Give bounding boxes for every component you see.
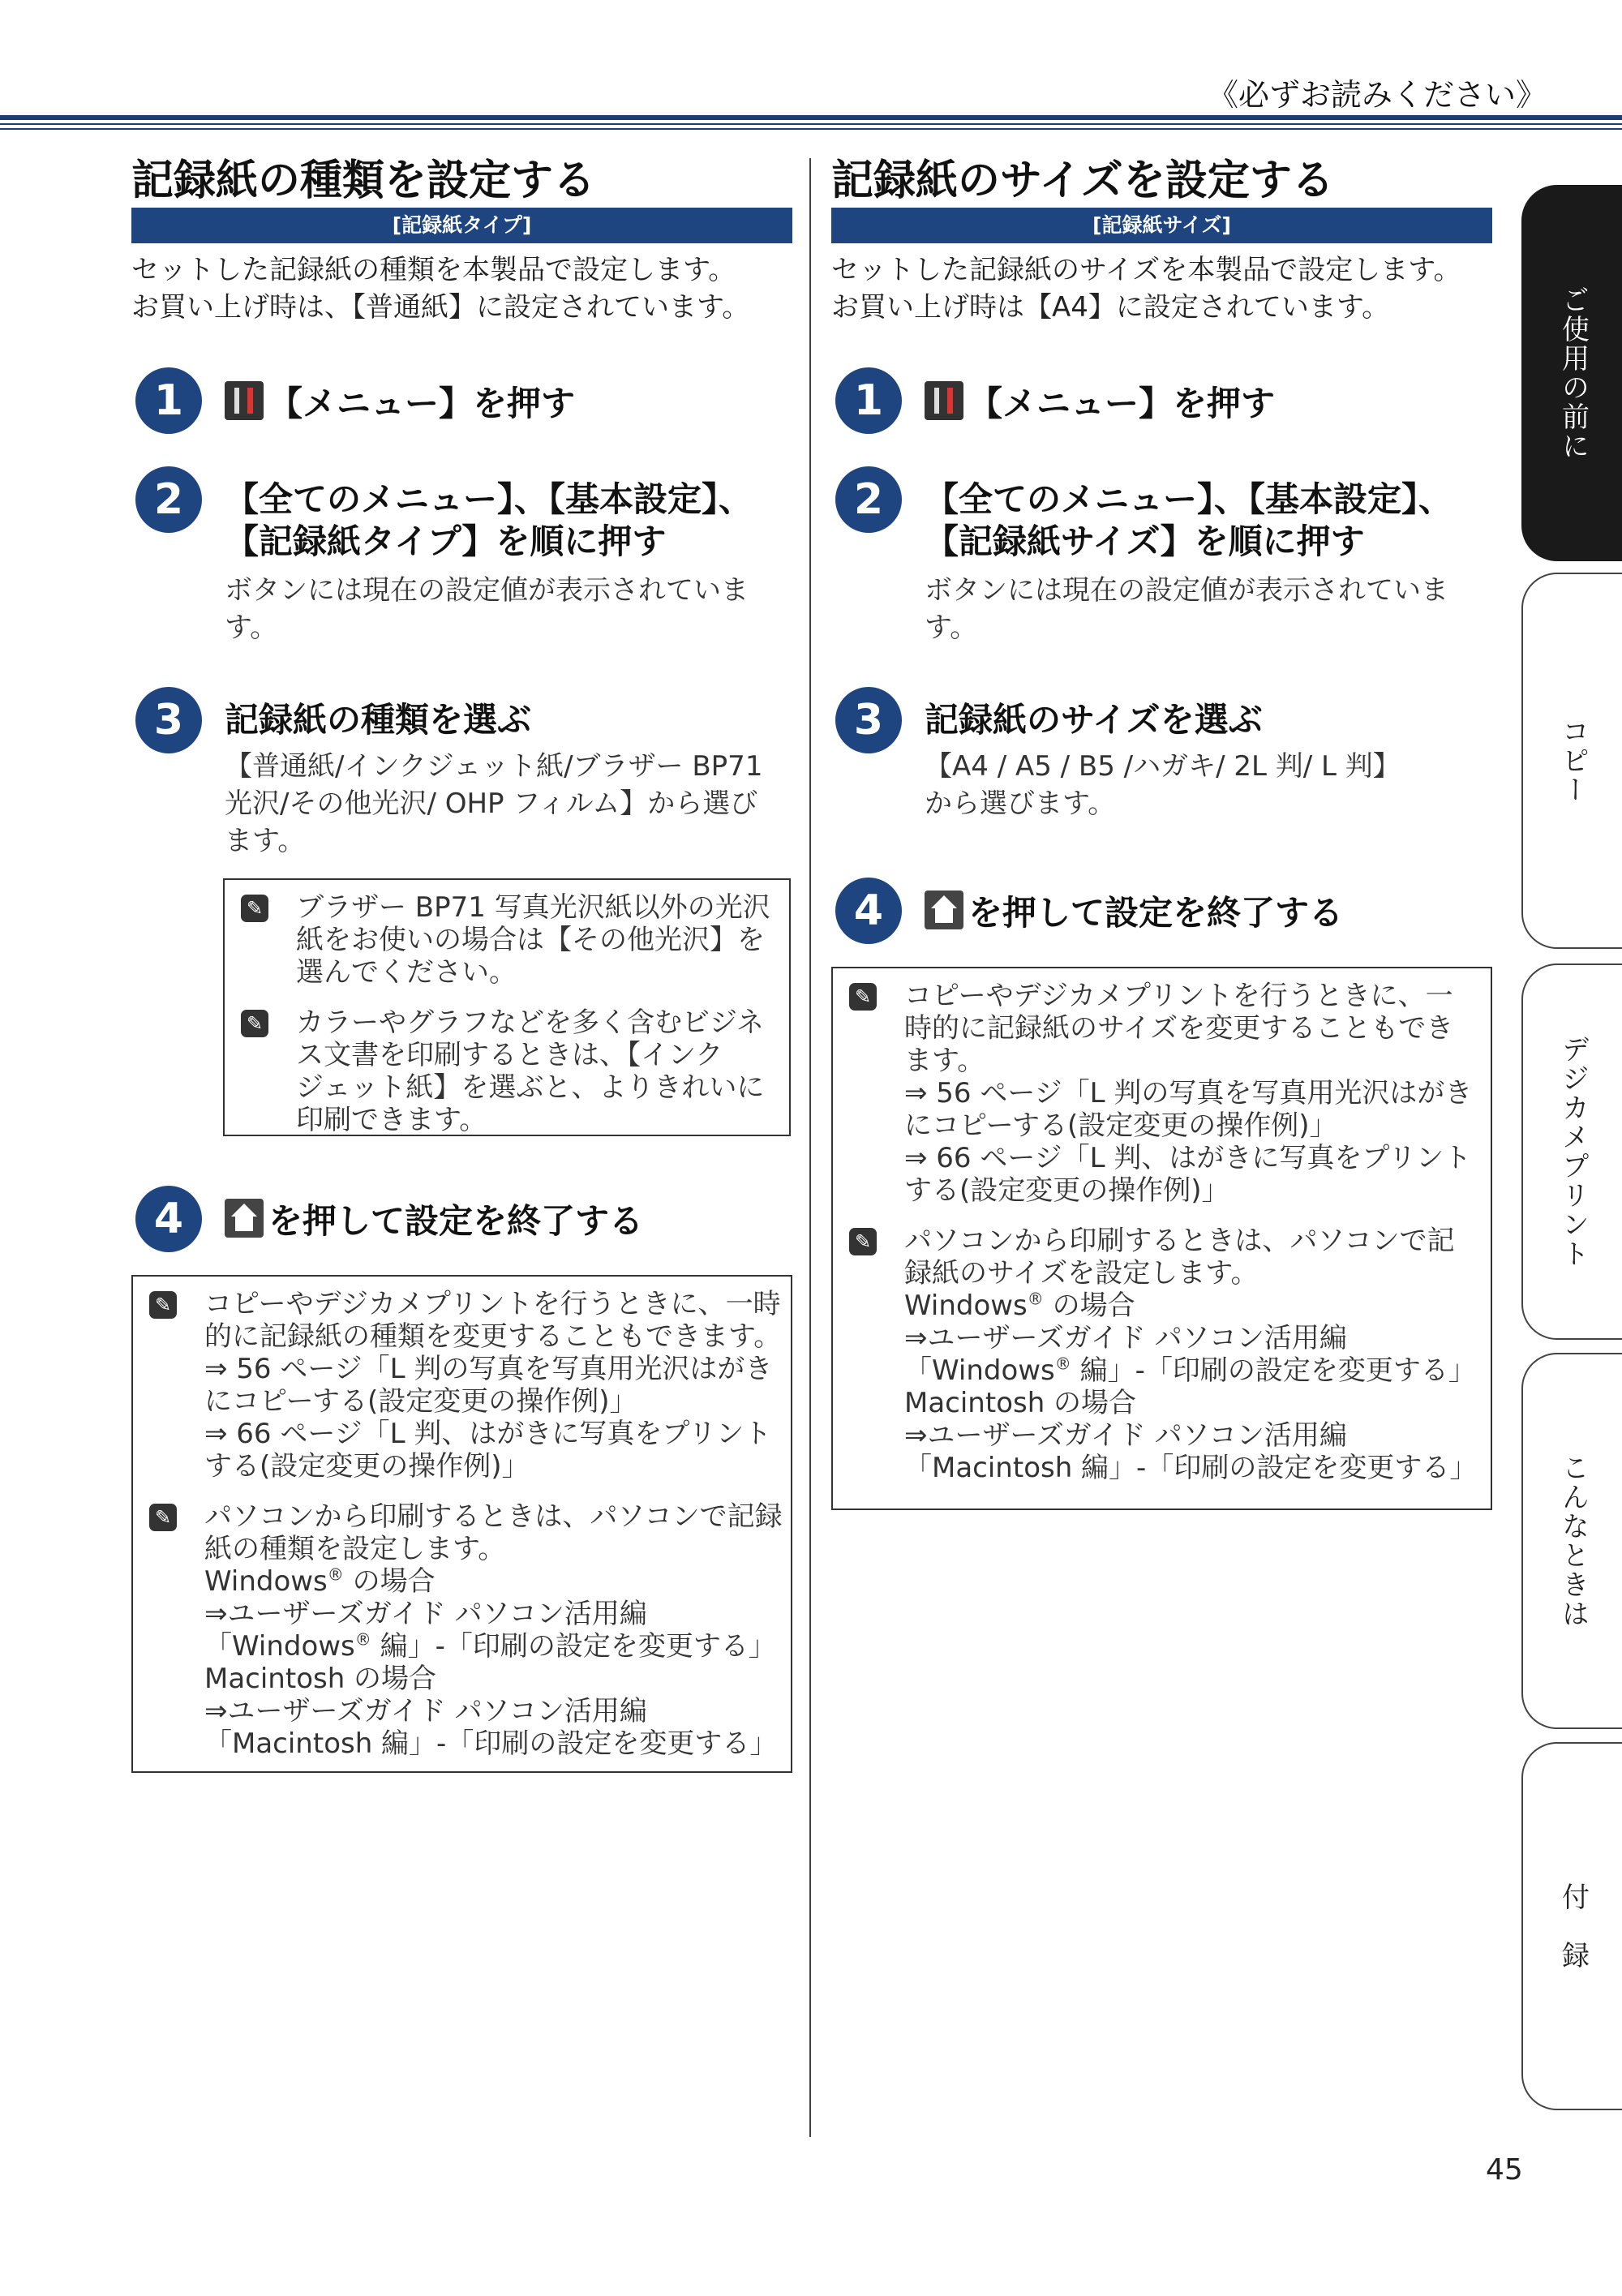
note-box <box>223 878 791 1136</box>
step-body <box>925 572 1492 646</box>
section-subtitle: [記録紙サイズ] <box>831 208 1492 243</box>
step-heading-line: 【全てのメニュー】、【基本設定】、 <box>225 479 753 519</box>
note-item <box>133 1288 791 1483</box>
note-line: ⇒ 66 ページ「L 判、はがきに写真をプリント <box>204 1418 772 1450</box>
section-intro <box>831 251 1461 326</box>
header-rule-thin <box>0 123 1622 125</box>
note-line: Macintosh の場合 <box>904 1387 1137 1419</box>
intro-line: お買い上げ時は、【普通紙】に設定されています。 <box>131 291 750 324</box>
step-number: 2 <box>835 466 902 533</box>
step-body-line: から選びます。 <box>925 788 1116 820</box>
header-rule-thin-2 <box>0 128 1622 130</box>
menu-icon <box>225 381 264 420</box>
registered-mark: ® <box>1027 1289 1044 1309</box>
note-line: ス文書を印刷するときは、【インク <box>296 1039 723 1071</box>
step-heading <box>225 479 753 563</box>
tab-photo-print[interactable] <box>1521 963 1622 1340</box>
intro-line: セットした記録紙のサイズを本製品で設定します。 <box>831 254 1461 286</box>
windows-ref-rest: 編」-「印刷の設定を変更する」 <box>1071 1354 1476 1387</box>
note-line: する(設定変更の操作例)」 <box>904 1174 1229 1207</box>
note-line: 紙の種類を設定します。 <box>204 1533 506 1565</box>
tab-label: 付 録 <box>1556 1882 1590 1970</box>
note-line: 「Macintosh 編」-「印刷の設定を変更する」 <box>904 1452 1478 1484</box>
step-body-line: 【A4 / A5 / B5 /ハガキ/ 2L 判/ L 判】 <box>925 750 1401 783</box>
note-line: 「Macintosh 編」-「印刷の設定を変更する」 <box>204 1727 778 1760</box>
step-body-line: 光沢/その他光沢/ OHP フィルム】から選び <box>225 788 758 820</box>
tab-copy[interactable] <box>1521 573 1622 949</box>
step-heading <box>925 479 1453 563</box>
step-heading-line: 【記録紙タイプ】を順に押す <box>225 521 667 561</box>
column-divider <box>809 158 811 2137</box>
tab-troubleshooting[interactable] <box>1521 1353 1622 1729</box>
step-heading-text: 【メニュー】を押す <box>968 384 1276 423</box>
section-intro <box>131 251 749 326</box>
note-item <box>225 891 789 989</box>
windows-suffix: の場合 <box>1043 1290 1135 1322</box>
step-heading <box>225 381 575 425</box>
note-line: する(設定変更の操作例)」 <box>204 1450 530 1483</box>
home-icon <box>225 1199 264 1238</box>
step-heading-text: 【メニュー】を押す <box>268 384 576 423</box>
note-line: カラーやグラフなどを多く含むビジネ <box>296 1006 764 1039</box>
note-line: ます。 <box>904 1045 985 1077</box>
registered-mark: ® <box>1054 1354 1071 1374</box>
memo-icon: ✎ <box>149 1504 177 1531</box>
step-body-line: ます。 <box>225 825 306 857</box>
note-item <box>225 1006 789 1136</box>
intro-line: セットした記録紙の種類を本製品で設定します。 <box>131 254 736 286</box>
tab-label: ご使用の前に <box>1556 285 1590 461</box>
step-number: 4 <box>835 878 902 944</box>
windows-ref: 「Windows <box>204 1630 355 1663</box>
note-box <box>131 1275 792 1773</box>
note-line: ⇒ 66 ページ「L 判、はがきに写真をプリント <box>904 1142 1472 1174</box>
note-item <box>133 1500 791 1760</box>
note-box <box>831 967 1492 1510</box>
section-subtitle: [記録紙タイプ] <box>131 208 792 243</box>
page-number: 45 <box>1486 2153 1523 2187</box>
tab-label: こんなときは <box>1556 1453 1590 1629</box>
windows-label: Windows <box>904 1290 1028 1322</box>
step-heading-text: を押して設定を終了する <box>968 893 1344 933</box>
registered-mark: ® <box>327 1564 344 1585</box>
step-number: 1 <box>135 367 202 434</box>
note-line: 時的に記録紙のサイズを変更することもでき <box>904 1012 1454 1045</box>
note-line <box>904 1290 1491 1322</box>
step-heading-text: を押して設定を終了する <box>268 1201 644 1241</box>
windows-label: Windows <box>204 1565 328 1598</box>
tab-label: コピー <box>1556 717 1590 805</box>
step-body-line: す。 <box>925 612 978 644</box>
note-line: ⇒ユーザーズガイド パソコン活用編 <box>904 1322 1347 1354</box>
section-title: 記録紙の種類を設定する <box>131 157 596 205</box>
step-heading: 記録紙のサイズを選ぶ <box>925 700 1263 740</box>
note-line: にコピーする(設定変更の操作例)」 <box>204 1385 637 1418</box>
note-line: ⇒ユーザーズガイド パソコン活用編 <box>904 1419 1347 1452</box>
note-line: にコピーする(設定変更の操作例)」 <box>904 1109 1337 1142</box>
memo-icon: ✎ <box>849 1228 877 1255</box>
step-body <box>225 748 792 860</box>
registered-mark: ® <box>354 1629 371 1650</box>
step-body-line: す。 <box>225 612 278 644</box>
step-heading <box>225 1199 643 1242</box>
note-item <box>833 980 1491 1207</box>
step-body-line: ボタンには現在の設定値が表示されていま <box>925 574 1448 607</box>
note-line: パソコンから印刷するときは、パソコンで記 <box>904 1225 1455 1257</box>
memo-icon: ✎ <box>849 983 877 1011</box>
note-line: パソコンから印刷するときは、パソコンで記録 <box>204 1500 783 1533</box>
windows-suffix: の場合 <box>343 1565 436 1598</box>
tab-label: デジカメプリント <box>1556 1035 1590 1268</box>
windows-ref-rest: 編」-「印刷の設定を変更する」 <box>371 1630 776 1663</box>
note-line: ⇒ユーザーズガイド パソコン活用編 <box>204 1598 647 1630</box>
step-heading <box>925 381 1275 425</box>
step-body-line: 【普通紙/インクジェット紙/ブラザー BP71 <box>225 750 763 783</box>
home-icon <box>925 891 963 929</box>
note-line <box>904 1354 1491 1387</box>
note-line <box>204 1565 791 1598</box>
step-number: 4 <box>135 1186 202 1252</box>
note-line <box>204 1630 791 1663</box>
note-line: 選んでください。 <box>296 956 517 989</box>
note-line: 録紙のサイズを設定します。 <box>904 1257 1259 1290</box>
tab-appendix[interactable] <box>1521 1742 1622 2110</box>
memo-icon: ✎ <box>149 1291 177 1319</box>
memo-icon: ✎ <box>241 895 268 922</box>
step-number: 3 <box>835 687 902 753</box>
step-body-line: ボタンには現在の設定値が表示されていま <box>225 574 749 607</box>
note-line: コピーやデジカメプリントを行うときに、一 <box>904 980 1453 1012</box>
note-line: コピーやデジカメプリントを行うときに、一時 <box>204 1288 781 1320</box>
menu-icon <box>925 381 963 420</box>
step-heading-line: 【全てのメニュー】、【基本設定】、 <box>925 479 1453 519</box>
step-heading-line: 【記録紙サイズ】を順に押す <box>925 521 1365 561</box>
note-line: ブラザー BP71 写真光沢紙以外の光沢 <box>296 891 770 924</box>
step-body <box>225 572 792 646</box>
step-heading: 記録紙の種類を選ぶ <box>225 700 532 740</box>
windows-ref: 「Windows <box>904 1354 1055 1387</box>
header-note: 《必ずお読みください》 <box>1207 77 1547 113</box>
note-line: 的に記録紙の種類を変更することもできます。 <box>204 1320 782 1353</box>
note-item <box>833 1225 1491 1484</box>
note-line: 紙をお使いの場合は【その他光沢】を <box>296 924 765 956</box>
tab-before-use[interactable] <box>1521 185 1622 561</box>
step-number: 3 <box>135 687 202 753</box>
step-heading <box>925 891 1343 934</box>
step-body <box>925 748 1492 822</box>
note-line: ジェット紙】を選ぶと、よりきれいに <box>296 1071 765 1104</box>
intro-line: お買い上げ時は【A4】に設定されています。 <box>831 291 1390 324</box>
memo-icon: ✎ <box>241 1010 268 1037</box>
header-rule <box>0 115 1622 120</box>
note-line: ⇒ 56 ページ「L 判の写真を写真用光沢はがき <box>904 1077 1473 1109</box>
note-line: 印刷できます。 <box>296 1104 487 1136</box>
note-line: ⇒ユーザーズガイド パソコン活用編 <box>204 1695 647 1727</box>
note-line: ⇒ 56 ページ「L 判の写真を写真用光沢はがき <box>204 1353 773 1385</box>
step-number: 1 <box>835 367 902 434</box>
section-title: 記録紙のサイズを設定する <box>831 157 1334 205</box>
note-line: Macintosh の場合 <box>204 1663 437 1695</box>
step-number: 2 <box>135 466 202 533</box>
